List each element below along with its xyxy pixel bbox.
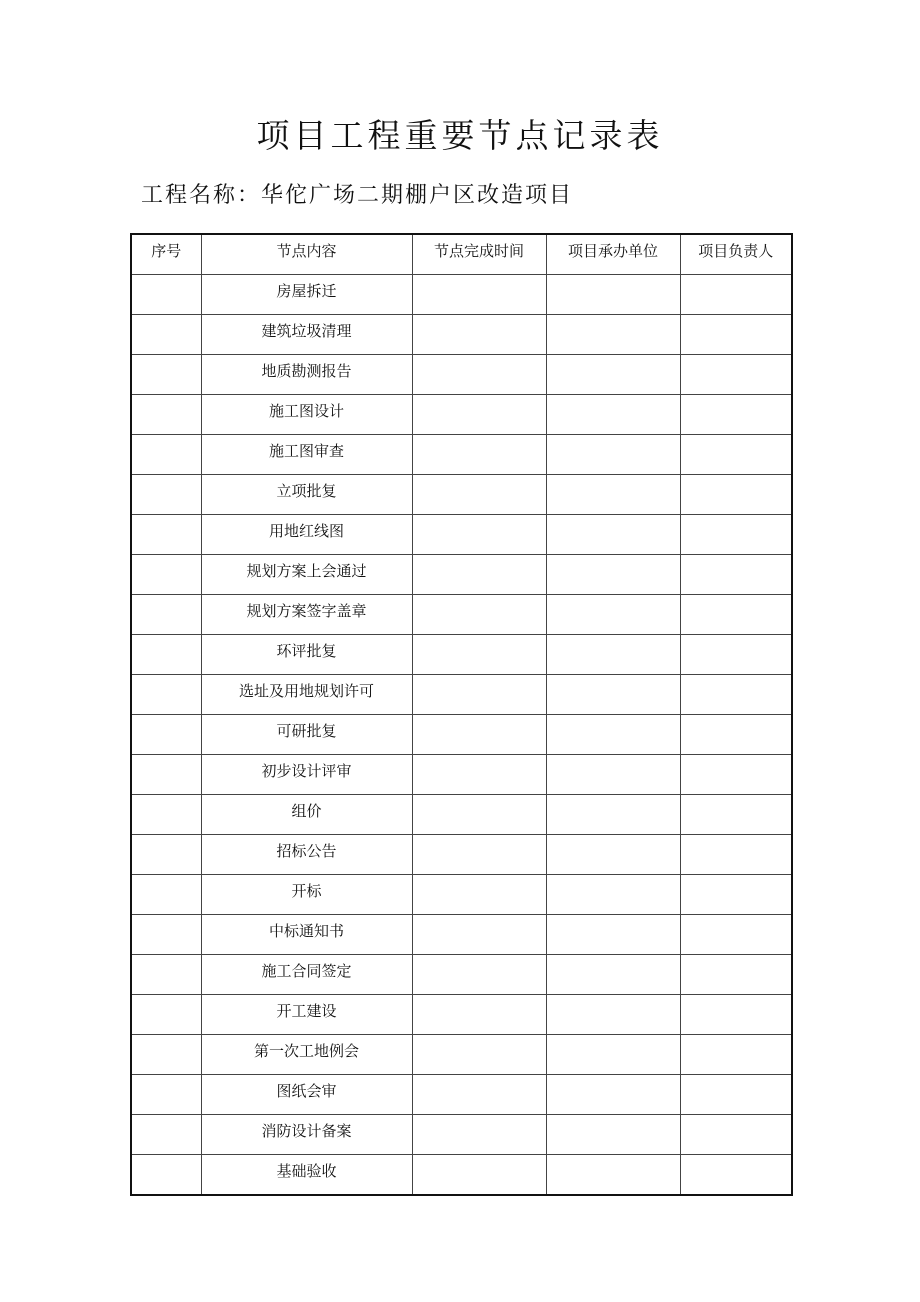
cell-seq xyxy=(131,915,201,955)
node-record-table xyxy=(130,233,793,1196)
cell-undertaking-unit xyxy=(546,995,680,1035)
project-name-line xyxy=(141,179,573,213)
cell-project-lead xyxy=(680,675,792,715)
cell-node-content: 第一次工地例会 xyxy=(201,1035,412,1075)
cell-node-content: 施工图审查 xyxy=(201,435,412,475)
cell-project-lead xyxy=(680,835,792,875)
cell-node-content: 规划方案上会通过 xyxy=(201,555,412,595)
cell-node-content: 地质勘测报告 xyxy=(201,355,412,395)
cell-seq xyxy=(131,395,201,435)
table-row xyxy=(131,275,792,315)
cell-project-lead xyxy=(680,1035,792,1075)
cell-node-content: 图纸会审 xyxy=(201,1075,412,1115)
cell-seq xyxy=(131,275,201,315)
cell-completion-time xyxy=(412,555,546,595)
cell-node-content: 施工合同签定 xyxy=(201,955,412,995)
table-row xyxy=(131,595,792,635)
cell-completion-time xyxy=(412,595,546,635)
cell-undertaking-unit xyxy=(546,395,680,435)
cell-undertaking-unit xyxy=(546,1075,680,1115)
cell-undertaking-unit xyxy=(546,915,680,955)
cell-completion-time xyxy=(412,715,546,755)
cell-completion-time xyxy=(412,835,546,875)
cell-undertaking-unit xyxy=(546,355,680,395)
header-node-content: 节点内容 xyxy=(201,234,412,275)
table-row xyxy=(131,1035,792,1075)
table-row xyxy=(131,635,792,675)
table-row xyxy=(131,435,792,475)
table-row xyxy=(131,875,792,915)
cell-completion-time xyxy=(412,1075,546,1115)
cell-node-content: 开工建设 xyxy=(201,995,412,1035)
cell-seq xyxy=(131,515,201,555)
table-row xyxy=(131,755,792,795)
cell-undertaking-unit xyxy=(546,835,680,875)
cell-node-content: 招标公告 xyxy=(201,835,412,875)
table-row xyxy=(131,355,792,395)
cell-undertaking-unit xyxy=(546,875,680,915)
cell-seq xyxy=(131,315,201,355)
page-title: 项目工程重要节点记录表 xyxy=(256,116,664,155)
cell-project-lead xyxy=(680,315,792,355)
cell-seq xyxy=(131,755,201,795)
cell-node-content: 环评批复 xyxy=(201,635,412,675)
cell-project-lead xyxy=(680,875,792,915)
cell-project-lead xyxy=(680,995,792,1035)
cell-node-content: 建筑垃圾清理 xyxy=(201,315,412,355)
cell-completion-time xyxy=(412,515,546,555)
cell-project-lead xyxy=(680,275,792,315)
cell-project-lead xyxy=(680,1155,792,1196)
cell-undertaking-unit xyxy=(546,315,680,355)
project-name-value: 华佗广场二期棚户区改造项目 xyxy=(261,183,574,208)
cell-completion-time xyxy=(412,435,546,475)
cell-seq xyxy=(131,955,201,995)
cell-seq xyxy=(131,635,201,675)
table-header-row xyxy=(131,234,792,275)
header-project-lead: 项目负责人 xyxy=(680,234,792,275)
cell-node-content: 初步设计评审 xyxy=(201,755,412,795)
cell-project-lead xyxy=(680,715,792,755)
cell-seq xyxy=(131,1075,201,1115)
cell-project-lead xyxy=(680,635,792,675)
table-body xyxy=(131,275,792,1196)
cell-node-content: 选址及用地规划许可 xyxy=(201,675,412,715)
cell-completion-time xyxy=(412,1115,546,1155)
cell-seq xyxy=(131,875,201,915)
cell-completion-time xyxy=(412,475,546,515)
cell-undertaking-unit xyxy=(546,795,680,835)
cell-seq xyxy=(131,555,201,595)
cell-seq xyxy=(131,995,201,1035)
cell-completion-time xyxy=(412,1035,546,1075)
cell-completion-time xyxy=(412,355,546,395)
cell-undertaking-unit xyxy=(546,435,680,475)
cell-undertaking-unit xyxy=(546,755,680,795)
cell-project-lead xyxy=(680,915,792,955)
cell-undertaking-unit xyxy=(546,595,680,635)
cell-project-lead xyxy=(680,1115,792,1155)
cell-node-content: 用地红线图 xyxy=(201,515,412,555)
table-row xyxy=(131,995,792,1035)
cell-node-content: 消防设计备案 xyxy=(201,1115,412,1155)
cell-completion-time xyxy=(412,315,546,355)
table-row xyxy=(131,1155,792,1196)
cell-completion-time xyxy=(412,395,546,435)
cell-undertaking-unit xyxy=(546,275,680,315)
cell-node-content: 施工图设计 xyxy=(201,395,412,435)
cell-node-content: 立项批复 xyxy=(201,475,412,515)
table-row xyxy=(131,475,792,515)
cell-completion-time xyxy=(412,915,546,955)
table-row xyxy=(131,395,792,435)
cell-seq xyxy=(131,1035,201,1075)
cell-seq xyxy=(131,475,201,515)
table-row xyxy=(131,1075,792,1115)
cell-completion-time xyxy=(412,275,546,315)
cell-undertaking-unit xyxy=(546,1115,680,1155)
cell-node-content: 中标通知书 xyxy=(201,915,412,955)
header-undertaking-unit: 项目承办单位 xyxy=(546,234,680,275)
cell-completion-time xyxy=(412,635,546,675)
cell-seq xyxy=(131,835,201,875)
cell-completion-time xyxy=(412,995,546,1035)
cell-node-content: 开标 xyxy=(201,875,412,915)
cell-undertaking-unit xyxy=(546,955,680,995)
cell-node-content: 可研批复 xyxy=(201,715,412,755)
table-row xyxy=(131,555,792,595)
table-row xyxy=(131,955,792,995)
cell-completion-time xyxy=(412,955,546,995)
cell-undertaking-unit xyxy=(546,715,680,755)
cell-undertaking-unit xyxy=(546,1155,680,1196)
cell-completion-time xyxy=(412,1155,546,1196)
cell-seq xyxy=(131,435,201,475)
cell-undertaking-unit xyxy=(546,635,680,675)
table-row xyxy=(131,795,792,835)
cell-completion-time xyxy=(412,755,546,795)
cell-seq xyxy=(131,595,201,635)
cell-node-content: 基础验收 xyxy=(201,1155,412,1196)
cell-seq xyxy=(131,715,201,755)
cell-project-lead xyxy=(680,555,792,595)
cell-project-lead xyxy=(680,955,792,995)
cell-seq xyxy=(131,355,201,395)
project-name-label: 工程名称： xyxy=(141,183,262,208)
cell-node-content: 规划方案签字盖章 xyxy=(201,595,412,635)
cell-completion-time xyxy=(412,795,546,835)
table-row xyxy=(131,675,792,715)
cell-seq xyxy=(131,1115,201,1155)
cell-project-lead xyxy=(680,1075,792,1115)
cell-undertaking-unit xyxy=(546,1035,680,1075)
cell-undertaking-unit xyxy=(546,515,680,555)
table-row xyxy=(131,1115,792,1155)
table-row xyxy=(131,315,792,355)
table-row xyxy=(131,915,792,955)
cell-project-lead xyxy=(680,515,792,555)
header-completion-time: 节点完成时间 xyxy=(412,234,546,275)
cell-seq xyxy=(131,1155,201,1196)
cell-project-lead xyxy=(680,475,792,515)
cell-node-content: 房屋拆迁 xyxy=(201,275,412,315)
cell-project-lead xyxy=(680,595,792,635)
cell-completion-time xyxy=(412,675,546,715)
cell-project-lead xyxy=(680,395,792,435)
table-row xyxy=(131,515,792,555)
cell-undertaking-unit xyxy=(546,475,680,515)
cell-project-lead xyxy=(680,355,792,395)
cell-seq xyxy=(131,675,201,715)
table-row xyxy=(131,715,792,755)
cell-undertaking-unit xyxy=(546,555,680,595)
cell-node-content: 组价 xyxy=(201,795,412,835)
cell-project-lead xyxy=(680,435,792,475)
table-row xyxy=(131,835,792,875)
cell-completion-time xyxy=(412,875,546,915)
cell-project-lead xyxy=(680,795,792,835)
cell-seq xyxy=(131,795,201,835)
cell-project-lead xyxy=(680,755,792,795)
cell-undertaking-unit xyxy=(546,675,680,715)
header-seq: 序号 xyxy=(131,234,201,275)
